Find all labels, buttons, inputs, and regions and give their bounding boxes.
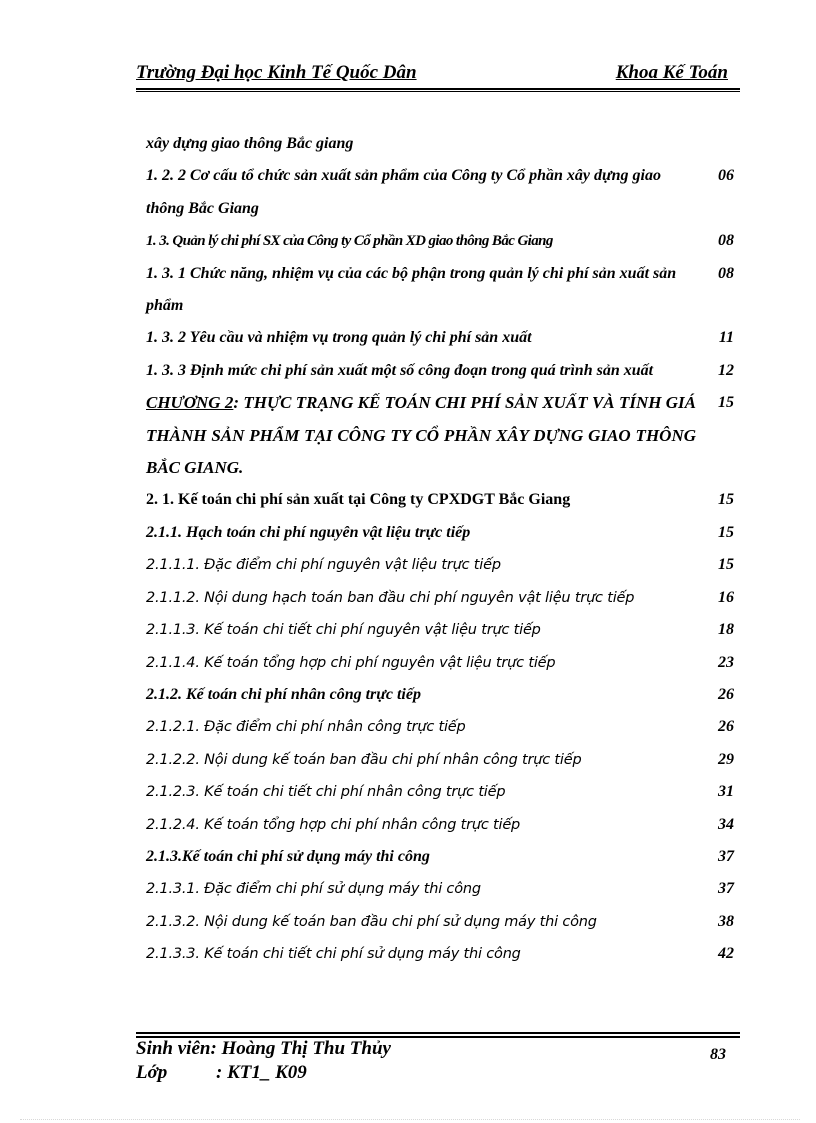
toc-entry: 2.1.3.3. Kế toán chi tiết chi phí sử dụng máy thi công 42 [146,945,734,963]
toc-entry: 2.1.3.2. Nội dung kế toán ban đầu chi phí sử dụng máy thi công 38 [146,912,734,930]
toc-entry: 2.1.2. Kế toán chi phí nhân công trực tiếp 26 [146,685,734,703]
class-value: : KT1_ K09 [216,1062,307,1083]
toc-entry: 2.1.2.3. Kế toán chi tiết chi phí nhân công trực tiếp 31 [146,783,734,801]
toc-entry: 2. 1. Kế toán chi phí sản xuất tại Công ty CPXDGT Bắc Giang 15 [146,491,734,509]
page-header [136,60,740,90]
chapter-label: CHƯƠNG 2 [146,393,234,413]
toc-entry: 2.1.2.4. Kế toán tổng hợp chi phí nhân công trực tiếp 34 [146,815,734,833]
toc-entry: 1. 3. 1 Chức năng, nhiệm vụ của các bộ phận trong quản lý chi phí sản xuất sản phẩm 08 [146,264,734,315]
toc-entry: 2.1.1.2. Nội dung hạch toán ban đầu chi phí nguyên vật liệu trực tiếp 16 [146,588,734,606]
toc-entry: 1. 2. 2 Cơ cấu tổ chức sản xuất sản phẩm của Công ty Cổ phần xây dựng giao thông Bắc Giang 06 [146,167,734,217]
toc-entry: 2.1.1.4. Kế toán tổng hợp chi phí nguyên vật liệu trực tiếp 23 [146,653,734,671]
toc-chapter-entry: CHƯƠNG 2: THỰC TRẠNG KẾ TOÁN CHI PHÍ SẢN XUẤT VÀ TÍNH GIÁ THÀNH SẢN PHẨM TẠI CÔNG TY CỔ PHẦN XÂY DỰNG GIAO THÔNG BẮC GIANG. 15 [146,393,734,478]
toc-entry: 2.1.3.1. Đặc điểm chi phí sử dụng máy thi công 37 [146,880,734,898]
page-number: 83 [710,1046,726,1063]
school-name: Trường Đại học Kinh Tế Quốc Dân [136,62,417,83]
toc-entry: 2.1.1.3. Kế toán chi tiết chi phí nguyên vật liệu trực tiếp 18 [146,621,734,639]
header-rule [136,88,740,92]
bottom-dotted-line [20,1119,800,1120]
toc-entry: xây dựng giao thông Bắc giang [146,135,354,152]
toc-entry: 2.1.1. Hạch toán chi phí nguyên vật liệu trực tiếp 15 [146,523,734,541]
toc-entry: 2.1.2.1. Đặc điểm chi phí nhân công trực tiếp 26 [146,718,734,736]
toc-entry: 1. 3. Quản lý chi phí SX của Công ty Cổ phần XD giao thông Bắc Giang 08 [146,232,734,250]
department-name: Khoa Kế Toán [615,62,728,83]
class-line [136,1062,307,1084]
toc-entry: 1. 3. 3 Định mức chi phí sản xuất một số công đoạn trong quá trình sản xuất 12 [146,361,734,379]
table-of-contents [146,128,736,971]
student-name: Sinh viên: Hoàng Thị Thu Thủy [136,1038,391,1059]
toc-entry: 1. 3. 2 Yêu cầu và nhiệm vụ trong quản lý chi phí sản xuất 11 [146,329,734,347]
class-label: Lớp [136,1062,168,1083]
toc-entry: 2.1.3.Kế toán chi phí sử dụng máy thi công 37 [146,847,734,865]
toc-entry: 2.1.1.1. Đặc điểm chi phí nguyên vật liệu trực tiếp 15 [146,556,734,574]
toc-entry: 2.1.2.2. Nội dung kế toán ban đầu chi phí nhân công trực tiếp 29 [146,750,734,768]
